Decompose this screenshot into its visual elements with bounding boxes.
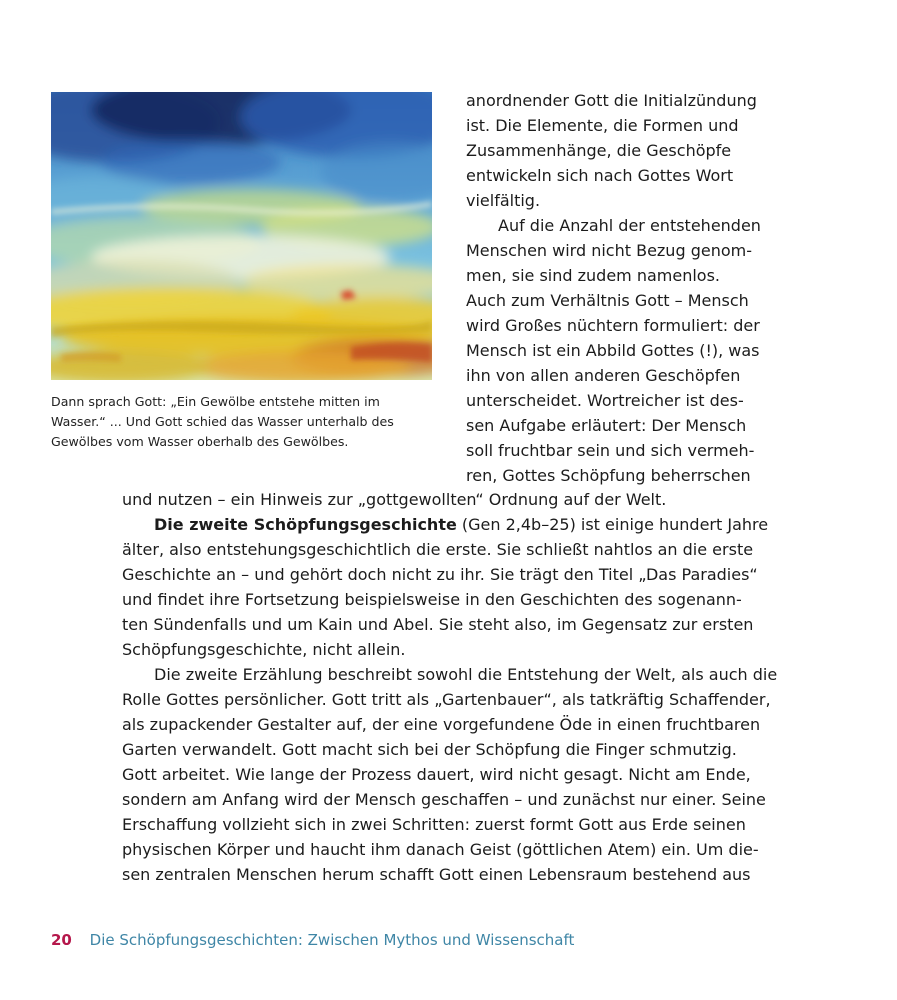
section-heading: Die zweite Schöpfungsgeschichte (154, 515, 457, 534)
body-text (122, 487, 778, 887)
text-line: anordnender Gott die Initialzündung (466, 91, 757, 110)
text-line: unterscheidet. Wortreicher ist des- (466, 391, 744, 410)
caption-line: Wasser.“ ... Und Gott schied das Wasser unterhalb des (51, 414, 394, 429)
right-column-text (466, 88, 766, 488)
text-line: wird Großes nüchtern formuliert: der (466, 316, 760, 335)
text-line: und findet ihre Fortsetzung beispielsweise in den Geschichten des sogenann- (122, 590, 742, 609)
text-line: Geschichte an – und gehört doch nicht zu ihr. Sie trägt den Titel „Das Paradies“ (122, 565, 758, 584)
text-line: vielfältig. (466, 191, 541, 210)
text-line: ten Sündenfalls und um Kain und Abel. Sie steht also, im Gegensatz zur ersten (122, 615, 754, 634)
text-line: Schöpfungsgeschichte, nicht allein. (122, 640, 406, 659)
text-line: men, sie sind zudem namenlos. (466, 266, 720, 285)
text-line: als zupackender Gestalter auf, der eine vorgefundene Öde in einen fruchtbaren (122, 715, 761, 734)
text-line: und nutzen – ein Hinweis zur „gottgewollten“ Ordnung auf der Welt. (122, 490, 667, 509)
text-line: älter, also entstehungsgeschichtlich die erste. Sie schließt nahtlos an die erste (122, 540, 754, 559)
text-line: Auf die Anzahl der entstehenden (498, 216, 761, 235)
text-line: Garten verwandelt. Gott macht sich bei der Schöpfung die Finger schmutzig. (122, 740, 737, 759)
text-line: Zusammenhänge, die Geschöpfe (466, 141, 732, 160)
text-line: ihn von allen anderen Geschöpfen (466, 366, 741, 385)
caption-line: Gewölbes vom Wasser oberhalb des Gewölbes. (51, 434, 349, 449)
running-title: Die Schöpfungsgeschichten: Zwischen Mythos und Wissenschaft (89, 931, 575, 949)
text-line: entwickeln sich nach Gottes Wort (466, 166, 734, 185)
text-line: sen Aufgabe erläutert: Der Mensch (466, 416, 747, 435)
heading-continuation: (Gen 2,4b–25) ist einige hundert Jahre (456, 515, 769, 534)
section-heading-line (122, 512, 769, 537)
text-line: physischen Körper und haucht ihm danach Geist (göttlichen Atem) ein. Um die- (122, 840, 759, 859)
text-line: Mensch ist ein Abbild Gottes (!), was (466, 341, 760, 360)
page-footer (51, 928, 574, 952)
text-line: Rolle Gottes persönlicher. Gott tritt als „Gartenbauer“, als tatkräftig Schaffender, (122, 690, 771, 709)
text-line: sondern am Anfang wird der Mensch geschaffen – und zunächst nur einer. Seine (122, 790, 766, 809)
text-line: Gott arbeitet. Wie lange der Prozess dauert, wird nicht gesagt. Nicht am Ende, (122, 765, 751, 784)
text-line: Auch zum Verhältnis Gott – Mensch (466, 291, 749, 310)
text-line: Menschen wird nicht Bezug genom- (466, 241, 752, 260)
text-line: ist. Die Elemente, die Formen und (466, 116, 739, 135)
text-line: ren, Gottes Schöpfung beherrschen (466, 466, 751, 485)
page-number: 20 (51, 931, 72, 949)
image-caption (51, 392, 432, 452)
caption-line: Dann sprach Gott: „Ein Gewölbe entstehe mitten im (51, 394, 380, 409)
text-line: Die zweite Erzählung beschreibt sowohl die Entstehung der Welt, als auch die (154, 665, 778, 684)
text-line: Erschaffung vollzieht sich in zwei Schritten: zuerst formt Gott aus Erde seinen (122, 815, 746, 834)
text-line: soll fruchtbar sein und sich vermeh- (466, 441, 755, 460)
text-line: sen zentralen Menschen herum schafft Gott einen Lebensraum bestehend aus (122, 865, 751, 884)
watercolor-illustration (51, 92, 432, 380)
watercolor-landscape-icon (51, 92, 432, 380)
